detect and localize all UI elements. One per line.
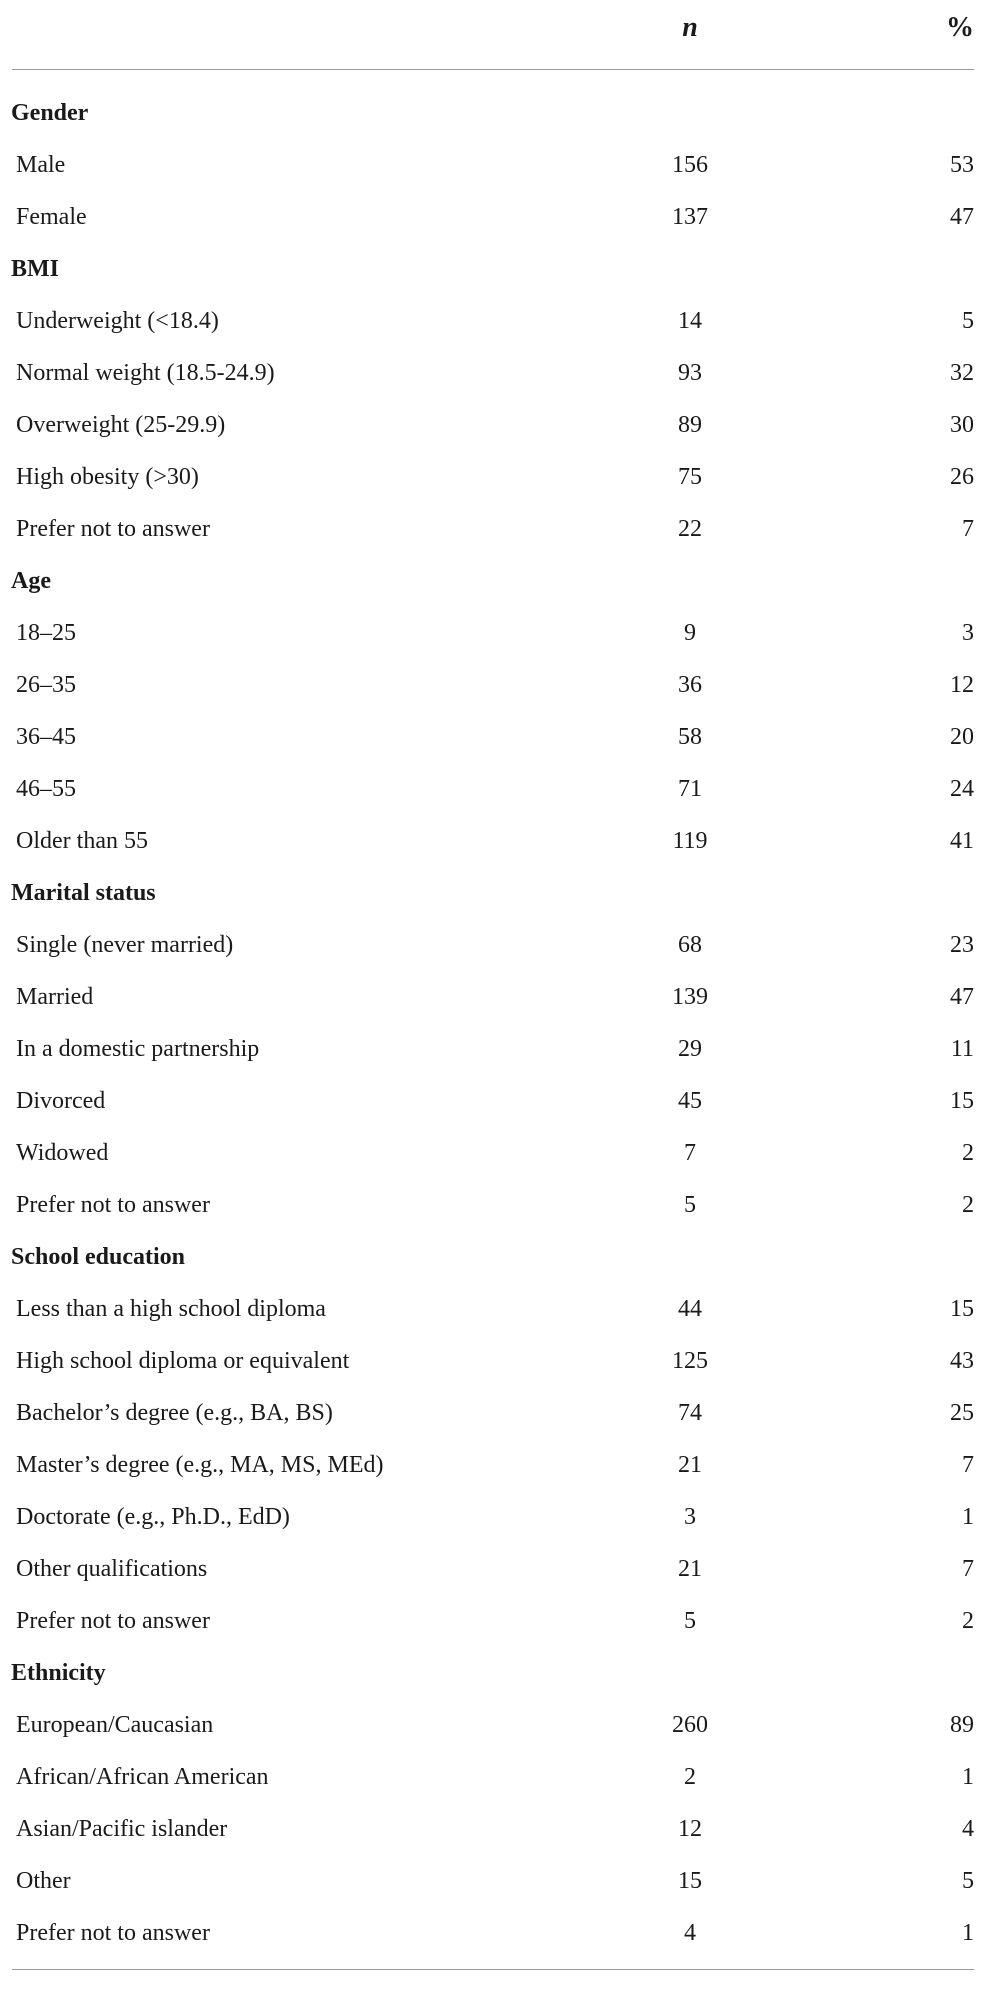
- count-cell: 260: [672, 1712, 708, 1738]
- row-label: Married: [16, 984, 94, 1010]
- table-row: [0, 139, 986, 191]
- percent-cell: 89: [950, 1712, 974, 1738]
- row-label: Divorced: [16, 1088, 106, 1114]
- count-cell: 12: [678, 1816, 702, 1842]
- percent-cell: 5: [962, 308, 974, 334]
- row-label: Widowed: [16, 1140, 109, 1166]
- table-row: [0, 191, 986, 243]
- section-header-row: [0, 555, 986, 607]
- row-label: Other qualifications: [16, 1556, 208, 1582]
- section-label: Gender: [11, 100, 89, 126]
- table-bottom-rule: [12, 1969, 974, 1970]
- row-label: Prefer not to answer: [16, 1608, 210, 1634]
- row-label: Prefer not to answer: [16, 1192, 210, 1218]
- row-label: Bachelor’s degree (e.g., BA, BS): [16, 1400, 333, 1426]
- percent-cell: 2: [962, 1608, 974, 1634]
- count-cell: 36: [678, 672, 702, 698]
- percent-cell: 11: [950, 1036, 974, 1062]
- table-row: [0, 1335, 986, 1387]
- table-row: [0, 763, 986, 815]
- row-label: 46–55: [16, 776, 76, 802]
- table-row: [0, 1387, 986, 1439]
- count-cell: 71: [678, 776, 702, 802]
- table-row: [0, 1699, 986, 1751]
- row-label: 26–35: [16, 672, 76, 698]
- row-label: Older than 55: [16, 828, 148, 854]
- table-row: [0, 451, 986, 503]
- percent-cell: 5: [962, 1868, 974, 1894]
- count-cell: 68: [678, 932, 702, 958]
- count-cell: 58: [678, 724, 702, 750]
- row-label: 18–25: [16, 620, 76, 646]
- percent-cell: 7: [962, 1556, 974, 1582]
- table-row: [0, 347, 986, 399]
- percent-cell: 2: [962, 1192, 974, 1218]
- table-row: [0, 503, 986, 555]
- row-label: Less than a high school diploma: [16, 1296, 326, 1322]
- row-label: High school diploma or equivalent: [16, 1348, 350, 1374]
- count-cell: 21: [678, 1452, 702, 1478]
- row-label: Prefer not to answer: [16, 516, 210, 542]
- table-header: [0, 0, 986, 56]
- table-row: [0, 1595, 986, 1647]
- table-row: [0, 1023, 986, 1075]
- section-label: School education: [11, 1244, 186, 1270]
- row-label: European/Caucasian: [16, 1712, 214, 1738]
- percent-cell: 4: [962, 1816, 974, 1842]
- row-label: Prefer not to answer: [16, 1920, 210, 1946]
- count-cell: 45: [678, 1088, 702, 1114]
- table-row: [0, 815, 986, 867]
- row-label: Asian/Pacific islander: [16, 1816, 228, 1842]
- row-label: Master’s degree (e.g., MA, MS, MEd): [16, 1452, 384, 1478]
- table-row: [0, 971, 986, 1023]
- section-label: Ethnicity: [11, 1660, 106, 1686]
- table-row: [0, 1283, 986, 1335]
- percent-cell: 24: [950, 776, 974, 802]
- column-header-n: n: [682, 12, 698, 43]
- count-cell: 29: [678, 1036, 702, 1062]
- table-row: [0, 1907, 986, 1959]
- percent-cell: 32: [950, 360, 974, 386]
- percent-cell: 47: [950, 984, 974, 1010]
- table-row: [0, 1127, 986, 1179]
- header-divider: [12, 69, 974, 70]
- count-cell: 15: [678, 1868, 702, 1894]
- count-cell: 139: [672, 984, 708, 1010]
- percent-cell: 20: [950, 724, 974, 750]
- table-row: [0, 1491, 986, 1543]
- table-row: [0, 919, 986, 971]
- table-row: [0, 1179, 986, 1231]
- percent-cell: 1: [962, 1764, 974, 1790]
- percent-cell: 15: [950, 1088, 974, 1114]
- count-cell: 44: [678, 1296, 702, 1322]
- row-label: High obesity (>30): [16, 464, 199, 490]
- section-label: BMI: [11, 256, 59, 282]
- row-label: African/African American: [16, 1764, 269, 1790]
- count-cell: 5: [684, 1192, 696, 1218]
- table-row: [0, 1075, 986, 1127]
- table-row: [0, 659, 986, 711]
- count-cell: 3: [684, 1504, 696, 1530]
- table-row: [0, 607, 986, 659]
- table-row: [0, 1803, 986, 1855]
- table-row: [0, 1439, 986, 1491]
- count-cell: 125: [672, 1348, 708, 1374]
- percent-cell: 41: [950, 828, 974, 854]
- count-cell: 22: [678, 516, 702, 542]
- table-row: [0, 399, 986, 451]
- count-cell: 2: [684, 1764, 696, 1790]
- percent-cell: 47: [950, 204, 974, 230]
- section-header-row: [0, 243, 986, 295]
- percent-cell: 7: [962, 1452, 974, 1478]
- count-cell: 137: [672, 204, 708, 230]
- row-label: Underweight (<18.4): [16, 308, 219, 334]
- count-cell: 21: [678, 1556, 702, 1582]
- percent-cell: 43: [950, 1348, 974, 1374]
- percent-cell: 3: [962, 620, 974, 646]
- row-label: In a domestic partnership: [16, 1036, 260, 1062]
- section-header-row: [0, 1231, 986, 1283]
- section-header-row: [0, 87, 986, 139]
- count-cell: 75: [678, 464, 702, 490]
- percent-cell: 2: [962, 1140, 974, 1166]
- section-label: Age: [11, 568, 51, 594]
- count-cell: 9: [684, 620, 696, 646]
- percent-cell: 25: [950, 1400, 974, 1426]
- count-cell: 5: [684, 1608, 696, 1634]
- table-body: [0, 87, 986, 1959]
- count-cell: 14: [678, 308, 702, 334]
- percent-cell: 12: [950, 672, 974, 698]
- percent-cell: 1: [962, 1504, 974, 1530]
- count-cell: 119: [672, 828, 708, 854]
- row-label: Male: [16, 152, 66, 178]
- table-row: [0, 1855, 986, 1907]
- section-header-row: [0, 1647, 986, 1699]
- percent-cell: 1: [962, 1920, 974, 1946]
- percent-cell: 15: [950, 1296, 974, 1322]
- column-header-percent: %: [946, 12, 974, 43]
- percent-cell: 23: [950, 932, 974, 958]
- table-row: [0, 295, 986, 347]
- percent-cell: 53: [950, 152, 974, 178]
- count-cell: 93: [678, 360, 702, 386]
- count-cell: 74: [678, 1400, 702, 1426]
- row-label: Other: [16, 1868, 71, 1894]
- table-row: [0, 1751, 986, 1803]
- percent-cell: 30: [950, 412, 974, 438]
- row-label: Doctorate (e.g., Ph.D., EdD): [16, 1504, 290, 1530]
- count-cell: 156: [672, 152, 708, 178]
- row-label: Single (never married): [16, 932, 234, 958]
- row-label: Normal weight (18.5-24.9): [16, 360, 275, 386]
- count-cell: 89: [678, 412, 702, 438]
- count-cell: 7: [684, 1140, 696, 1166]
- table-row: [0, 1543, 986, 1595]
- count-cell: 4: [684, 1920, 696, 1946]
- table-row: [0, 711, 986, 763]
- percent-cell: 26: [950, 464, 974, 490]
- row-label: 36–45: [16, 724, 76, 750]
- percent-cell: 7: [962, 516, 974, 542]
- row-label: Female: [16, 204, 87, 230]
- row-label: Overweight (25-29.9): [16, 412, 226, 438]
- section-header-row: [0, 867, 986, 919]
- section-label: Marital status: [11, 880, 156, 906]
